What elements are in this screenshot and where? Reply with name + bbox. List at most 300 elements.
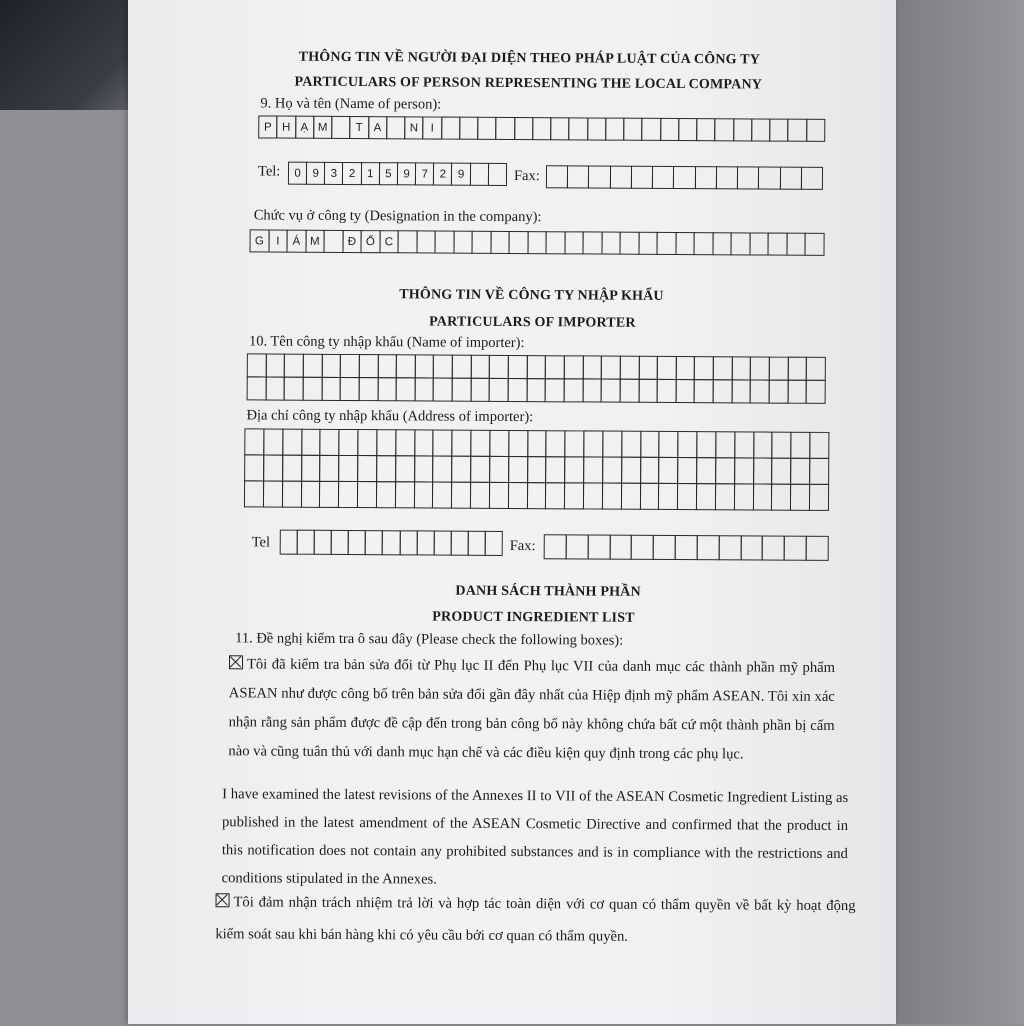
- ingredient-title-en: PRODUCT INGREDIENT LIST: [432, 609, 635, 626]
- char-box[interactable]: [432, 456, 452, 483]
- char-box[interactable]: [320, 429, 340, 456]
- char-box[interactable]: [470, 378, 490, 402]
- char-box[interactable]: [565, 534, 588, 559]
- char-box[interactable]: 7: [415, 162, 434, 185]
- char-box[interactable]: [659, 431, 679, 458]
- char-box[interactable]: [338, 429, 358, 456]
- char-box[interactable]: [490, 231, 510, 254]
- char-box[interactable]: [508, 430, 528, 457]
- char-box[interactable]: [750, 356, 770, 380]
- char-box[interactable]: [788, 119, 807, 142]
- char-box[interactable]: [731, 232, 751, 255]
- char-box[interactable]: [602, 483, 622, 510]
- char-box[interactable]: [459, 117, 478, 140]
- char-box[interactable]: [583, 456, 603, 483]
- char-box[interactable]: [602, 431, 622, 458]
- checkbox-1-icon[interactable]: [229, 655, 243, 669]
- char-box[interactable]: [660, 118, 679, 141]
- char-box[interactable]: [451, 482, 471, 509]
- char-box[interactable]: [715, 483, 735, 510]
- char-box[interactable]: [715, 118, 734, 141]
- char-box[interactable]: [413, 481, 433, 508]
- char-box[interactable]: [433, 355, 453, 379]
- char-box[interactable]: [601, 379, 621, 403]
- char-box[interactable]: M: [305, 230, 325, 253]
- char-box[interactable]: [331, 116, 350, 139]
- importer-address-boxes[interactable]: [244, 428, 828, 510]
- char-box[interactable]: [696, 431, 716, 458]
- char-box[interactable]: [640, 483, 660, 510]
- char-box[interactable]: [485, 531, 503, 556]
- char-box[interactable]: [263, 454, 283, 481]
- char-box[interactable]: [244, 480, 264, 507]
- char-box[interactable]: [771, 484, 791, 511]
- char-box[interactable]: [489, 482, 509, 509]
- char-box[interactable]: [638, 379, 658, 403]
- char-box[interactable]: [678, 431, 698, 458]
- char-box[interactable]: [631, 535, 654, 560]
- char-box[interactable]: [784, 536, 807, 561]
- char-box[interactable]: [657, 232, 677, 255]
- char-box[interactable]: [734, 483, 754, 510]
- char-box[interactable]: [694, 232, 714, 255]
- importer-title-vi: THÔNG TIN VỀ CÔNG TY NHẬP KHẨU: [399, 287, 664, 304]
- char-box[interactable]: [806, 357, 826, 381]
- importer-address-label: Địa chỉ công ty nhập khẩu (Address of importer):: [246, 407, 534, 426]
- char-box[interactable]: 1: [361, 162, 380, 185]
- char-box[interactable]: [772, 432, 792, 459]
- char-box[interactable]: 5: [379, 162, 398, 185]
- char-box[interactable]: [696, 118, 715, 141]
- char-box[interactable]: [376, 455, 396, 482]
- char-box[interactable]: H: [276, 116, 295, 139]
- char-box[interactable]: [787, 380, 807, 404]
- char-box[interactable]: [365, 530, 383, 555]
- form-content: [125, 0, 899, 1026]
- char-box[interactable]: [657, 379, 677, 403]
- char-box[interactable]: [715, 431, 735, 458]
- char-box[interactable]: [284, 354, 304, 378]
- checkbox-1-text-en: I have examined the latest revisions of the Annexes II to VII of the ASEAN Cosmetic Ingredient Listing as published in the latest amendment of the ASEAN Cosmetic Directive and confirmed that the product in this notification does not contain any prohibited substances and is in compliance with the restrictions and conditions stipulated in the Annexes.: [221, 786, 849, 888]
- char-box[interactable]: [331, 530, 349, 555]
- char-box[interactable]: T: [349, 116, 368, 139]
- char-box[interactable]: [583, 482, 603, 509]
- char-box[interactable]: [677, 457, 697, 484]
- char-box[interactable]: [640, 457, 660, 484]
- char-box[interactable]: [377, 354, 397, 378]
- char-box[interactable]: 2: [342, 162, 361, 185]
- checkbox-2-icon[interactable]: [216, 893, 230, 907]
- char-box[interactable]: 2: [433, 163, 452, 186]
- char-box[interactable]: [564, 456, 584, 483]
- char-box[interactable]: [546, 165, 568, 188]
- char-box[interactable]: [532, 117, 551, 140]
- importer-title-en: PARTICULARS OF IMPORTER: [429, 314, 636, 331]
- char-box[interactable]: [338, 481, 358, 508]
- char-box[interactable]: [508, 355, 528, 379]
- char-box[interactable]: [470, 163, 489, 186]
- char-box[interactable]: [545, 482, 565, 509]
- char-box[interactable]: [652, 166, 674, 189]
- rep-designation-boxes[interactable]: [250, 229, 824, 255]
- char-box[interactable]: [750, 379, 770, 403]
- char-box[interactable]: [416, 530, 434, 555]
- char-box[interactable]: [805, 233, 825, 256]
- rep-tel-label: Tel:: [257, 163, 281, 180]
- char-box[interactable]: [583, 430, 603, 457]
- char-box[interactable]: [546, 456, 566, 483]
- char-box[interactable]: [340, 377, 360, 401]
- char-box[interactable]: [357, 455, 377, 482]
- char-box[interactable]: [358, 377, 378, 401]
- char-box[interactable]: [359, 354, 379, 378]
- char-box[interactable]: [569, 117, 588, 140]
- char-box[interactable]: [508, 482, 528, 509]
- char-box[interactable]: [382, 530, 400, 555]
- char-box[interactable]: [470, 430, 490, 457]
- char-box[interactable]: [601, 356, 621, 380]
- char-box[interactable]: [432, 482, 452, 509]
- char-box[interactable]: [675, 379, 695, 403]
- char-box[interactable]: [587, 534, 610, 559]
- char-box[interactable]: [489, 456, 509, 483]
- char-box[interactable]: [314, 530, 332, 555]
- char-box[interactable]: [527, 456, 547, 483]
- rep-tel-boxes[interactable]: [288, 162, 506, 185]
- char-box[interactable]: M: [313, 116, 332, 139]
- char-box[interactable]: [395, 481, 415, 508]
- char-box[interactable]: [762, 536, 785, 561]
- char-box[interactable]: [740, 535, 763, 560]
- char-box[interactable]: [452, 378, 472, 402]
- ingredient-instruction: 11. Đề nghị kiểm tra ô sau đây (Please check the following boxes):: [235, 630, 624, 649]
- char-box[interactable]: [303, 377, 323, 401]
- char-box[interactable]: [640, 431, 660, 458]
- char-box[interactable]: [809, 484, 829, 511]
- char-box[interactable]: [787, 357, 807, 381]
- char-box[interactable]: [508, 456, 528, 483]
- char-box[interactable]: [565, 430, 585, 457]
- char-box[interactable]: [749, 232, 769, 255]
- char-box[interactable]: [247, 376, 267, 400]
- char-box[interactable]: [731, 379, 751, 403]
- char-box[interactable]: [489, 355, 509, 379]
- char-box[interactable]: [620, 232, 640, 255]
- char-box[interactable]: [638, 232, 658, 255]
- char-box[interactable]: [416, 230, 436, 253]
- char-box[interactable]: [678, 118, 697, 141]
- char-box[interactable]: [582, 378, 602, 402]
- char-box[interactable]: [696, 483, 716, 510]
- char-box[interactable]: [477, 117, 496, 140]
- char-box[interactable]: [319, 455, 339, 482]
- char-box[interactable]: [621, 483, 641, 510]
- char-box[interactable]: [545, 355, 565, 379]
- char-box[interactable]: [734, 431, 754, 458]
- char-box[interactable]: [659, 457, 679, 484]
- char-box[interactable]: [386, 116, 405, 139]
- ingredient-title-vi: DANH SÁCH THÀNH PHẦN: [455, 583, 641, 600]
- char-box[interactable]: [621, 457, 641, 484]
- char-box[interactable]: [769, 380, 789, 404]
- char-box[interactable]: [301, 455, 321, 482]
- char-box[interactable]: [527, 231, 547, 254]
- char-box[interactable]: [716, 166, 738, 189]
- char-box[interactable]: [441, 117, 460, 140]
- char-box[interactable]: [564, 355, 584, 379]
- rep-designation-label: Chức vụ ở công ty (Designation in the company):: [253, 207, 542, 226]
- char-box[interactable]: [609, 535, 632, 560]
- char-box[interactable]: [564, 482, 584, 509]
- char-box[interactable]: [303, 354, 323, 378]
- char-box[interactable]: [737, 166, 759, 189]
- char-box[interactable]: [244, 428, 264, 455]
- char-box[interactable]: Ố: [361, 230, 381, 253]
- char-box[interactable]: [514, 117, 533, 140]
- char-box[interactable]: [753, 431, 773, 458]
- char-box[interactable]: [338, 455, 358, 482]
- char-box[interactable]: [526, 355, 546, 379]
- char-box[interactable]: [718, 535, 741, 560]
- char-box[interactable]: [414, 377, 434, 401]
- char-box[interactable]: [414, 429, 434, 456]
- char-box[interactable]: [527, 430, 547, 457]
- char-box[interactable]: [715, 457, 735, 484]
- char-box[interactable]: [733, 118, 752, 141]
- char-box[interactable]: I: [423, 116, 442, 139]
- char-box[interactable]: [546, 231, 566, 254]
- char-box[interactable]: [451, 456, 471, 483]
- char-box[interactable]: 9: [451, 163, 470, 186]
- char-box[interactable]: [550, 117, 569, 140]
- char-box[interactable]: [300, 481, 320, 508]
- char-box[interactable]: [631, 166, 653, 189]
- char-box[interactable]: [509, 231, 529, 254]
- char-box[interactable]: [527, 482, 547, 509]
- char-box[interactable]: C: [379, 230, 399, 253]
- char-box[interactable]: A: [368, 116, 387, 139]
- char-box[interactable]: [582, 355, 602, 379]
- char-box[interactable]: [801, 167, 823, 190]
- char-box[interactable]: [734, 457, 754, 484]
- char-box[interactable]: Ạ: [295, 116, 314, 139]
- char-box[interactable]: [753, 457, 773, 484]
- char-box[interactable]: [790, 484, 810, 511]
- char-box[interactable]: [284, 377, 304, 401]
- form-page: [128, 0, 896, 1024]
- char-box[interactable]: [675, 232, 695, 255]
- char-box[interactable]: [583, 231, 603, 254]
- char-box[interactable]: [769, 357, 789, 381]
- char-box[interactable]: Á: [287, 230, 307, 253]
- char-box[interactable]: [340, 354, 360, 378]
- char-box[interactable]: [263, 480, 283, 507]
- char-box[interactable]: [244, 454, 264, 481]
- char-box[interactable]: [658, 483, 678, 510]
- char-box[interactable]: [470, 482, 490, 509]
- char-box[interactable]: [357, 481, 377, 508]
- char-box[interactable]: [786, 233, 806, 256]
- char-box[interactable]: [675, 535, 698, 560]
- checkbox-1-text-vi: [228, 650, 835, 770]
- char-box[interactable]: [282, 429, 302, 456]
- char-box[interactable]: [319, 481, 339, 508]
- char-box[interactable]: [453, 231, 473, 254]
- background-right-area: [896, 0, 1024, 1024]
- char-box[interactable]: [605, 118, 624, 141]
- char-box[interactable]: [695, 166, 717, 189]
- char-box[interactable]: [806, 119, 825, 142]
- char-box[interactable]: [732, 356, 752, 380]
- char-box[interactable]: [297, 530, 315, 555]
- char-box[interactable]: [694, 356, 714, 380]
- char-box[interactable]: [433, 430, 453, 457]
- char-box[interactable]: [357, 429, 377, 456]
- char-box[interactable]: Đ: [342, 230, 362, 253]
- char-box[interactable]: [779, 167, 801, 190]
- char-box[interactable]: [433, 531, 451, 556]
- char-box[interactable]: [470, 355, 490, 379]
- char-box[interactable]: [713, 356, 733, 380]
- char-box[interactable]: [772, 458, 792, 485]
- char-box[interactable]: [567, 165, 589, 188]
- char-box[interactable]: [638, 356, 658, 380]
- char-box[interactable]: [399, 530, 417, 555]
- char-box[interactable]: N: [404, 116, 423, 139]
- char-box[interactable]: [450, 531, 468, 556]
- char-box[interactable]: [657, 356, 677, 380]
- char-box[interactable]: [791, 432, 811, 459]
- char-box[interactable]: [768, 233, 788, 256]
- char-box[interactable]: [301, 429, 321, 456]
- char-box[interactable]: [377, 377, 397, 401]
- char-box[interactable]: 0: [288, 162, 307, 185]
- char-box[interactable]: [564, 231, 584, 254]
- char-box[interactable]: [396, 354, 416, 378]
- char-box[interactable]: [452, 355, 472, 379]
- char-box[interactable]: [395, 455, 415, 482]
- char-box[interactable]: [376, 429, 396, 456]
- char-box[interactable]: [653, 535, 676, 560]
- char-box[interactable]: [713, 379, 733, 403]
- char-box[interactable]: [809, 432, 829, 459]
- char-box[interactable]: [321, 377, 341, 401]
- char-box[interactable]: [753, 483, 773, 510]
- rep-fax-boxes[interactable]: [546, 165, 822, 189]
- char-box[interactable]: [398, 230, 418, 253]
- char-box[interactable]: [587, 117, 606, 140]
- char-box[interactable]: [414, 455, 434, 482]
- char-box[interactable]: [489, 378, 509, 402]
- char-box[interactable]: 3: [324, 162, 343, 185]
- char-box[interactable]: [324, 230, 344, 253]
- char-box[interactable]: [790, 458, 810, 485]
- char-box[interactable]: [282, 481, 302, 508]
- char-box[interactable]: [280, 530, 298, 555]
- char-box[interactable]: [376, 481, 396, 508]
- char-box[interactable]: [470, 456, 490, 483]
- char-box[interactable]: [642, 118, 661, 141]
- importer-tel-boxes[interactable]: [280, 530, 502, 555]
- char-box[interactable]: 9: [397, 162, 416, 185]
- char-box[interactable]: [468, 531, 486, 556]
- rep-name-boxes[interactable]: [258, 115, 824, 140]
- char-box[interactable]: [282, 455, 302, 482]
- importer-name-boxes[interactable]: [247, 353, 825, 403]
- char-box[interactable]: [809, 458, 829, 485]
- char-box[interactable]: [488, 163, 507, 186]
- checkbox-2-text-vi: [215, 886, 855, 954]
- char-box[interactable]: [415, 354, 435, 378]
- char-box[interactable]: [623, 118, 642, 141]
- char-box[interactable]: [544, 534, 567, 559]
- char-box[interactable]: [602, 457, 622, 484]
- char-box[interactable]: [451, 430, 471, 457]
- char-box[interactable]: I: [268, 230, 288, 253]
- char-box[interactable]: [610, 166, 632, 189]
- char-box[interactable]: [806, 536, 829, 561]
- char-box[interactable]: [265, 353, 285, 377]
- char-box[interactable]: [696, 457, 716, 484]
- char-box[interactable]: [697, 535, 720, 560]
- char-box[interactable]: [526, 378, 546, 402]
- char-box[interactable]: [263, 428, 283, 455]
- char-box[interactable]: [758, 166, 780, 189]
- char-box[interactable]: [433, 378, 453, 402]
- importer-fax-boxes[interactable]: [544, 534, 828, 560]
- char-box[interactable]: [508, 378, 528, 402]
- char-box[interactable]: P: [258, 115, 277, 138]
- rep-name-label: 9. Họ và tên (Name of person):: [260, 95, 442, 113]
- char-box[interactable]: [348, 530, 366, 555]
- char-box[interactable]: 9: [306, 162, 325, 185]
- char-box[interactable]: [769, 119, 788, 142]
- char-box[interactable]: [694, 379, 714, 403]
- char-box[interactable]: [712, 232, 732, 255]
- char-box[interactable]: [620, 356, 640, 380]
- rep-fax-label: Fax:: [513, 168, 540, 185]
- char-box[interactable]: [676, 356, 696, 380]
- rep-title-en: PARTICULARS OF PERSON REPRESENTING THE LOCAL COMPANY: [294, 74, 763, 93]
- char-box[interactable]: [396, 377, 416, 401]
- char-box[interactable]: [546, 430, 566, 457]
- char-box[interactable]: [806, 380, 826, 404]
- checkbox-2-label: Tôi đảm nhận trách nhiệm trả lời và hợp tác toàn diện với cơ quan có thẩm quyền về bất kỳ hoạt động kiểm soát sau khi bán hàng khi có yêu cầu bởi cơ quan có thẩm quyền.: [215, 894, 856, 945]
- char-box[interactable]: [247, 353, 267, 377]
- char-box[interactable]: G: [250, 229, 270, 252]
- importer-name-label: 10. Tên công ty nhập khẩu (Name of importer):: [248, 333, 525, 352]
- char-box[interactable]: [673, 166, 695, 189]
- char-box[interactable]: [489, 430, 509, 457]
- char-box[interactable]: [564, 378, 584, 402]
- char-box[interactable]: [621, 431, 641, 458]
- char-box[interactable]: [677, 483, 697, 510]
- char-box[interactable]: [601, 232, 621, 255]
- checkbox-1-label: Tôi đã kiểm tra bản sửa đổi từ Phụ lục II đến Phụ lục VII của danh mục các thành phần mỹ phẩm ASEAN như được công bố trên bản sửa đổi gần đây nhất của Hiệp định mỹ phẩm ASEAN. Tôi xin xác nhận rằng sản phẩm được đề cập đến trong bản công bố này không chứa bất cứ một thành phần bị cấm nào và cũng tuân thủ với danh mục hạn chế và các điều kiện quy định trong các phụ lục.: [228, 656, 836, 763]
- char-box[interactable]: [588, 165, 610, 188]
- char-box[interactable]: [472, 231, 492, 254]
- char-box[interactable]: [545, 378, 565, 402]
- importer-fax-label: Fax:: [509, 537, 536, 555]
- char-box[interactable]: [435, 231, 455, 254]
- char-box[interactable]: [496, 117, 515, 140]
- char-box[interactable]: [321, 354, 341, 378]
- rep-title-vi: THÔNG TIN VỀ NGƯỜI ĐẠI DIỆN THEO PHÁP LUẬT CỦA CÔNG TY: [298, 49, 761, 68]
- char-box[interactable]: [395, 429, 415, 456]
- char-box[interactable]: [265, 376, 285, 400]
- char-box[interactable]: [751, 118, 770, 141]
- char-box[interactable]: [619, 379, 639, 403]
